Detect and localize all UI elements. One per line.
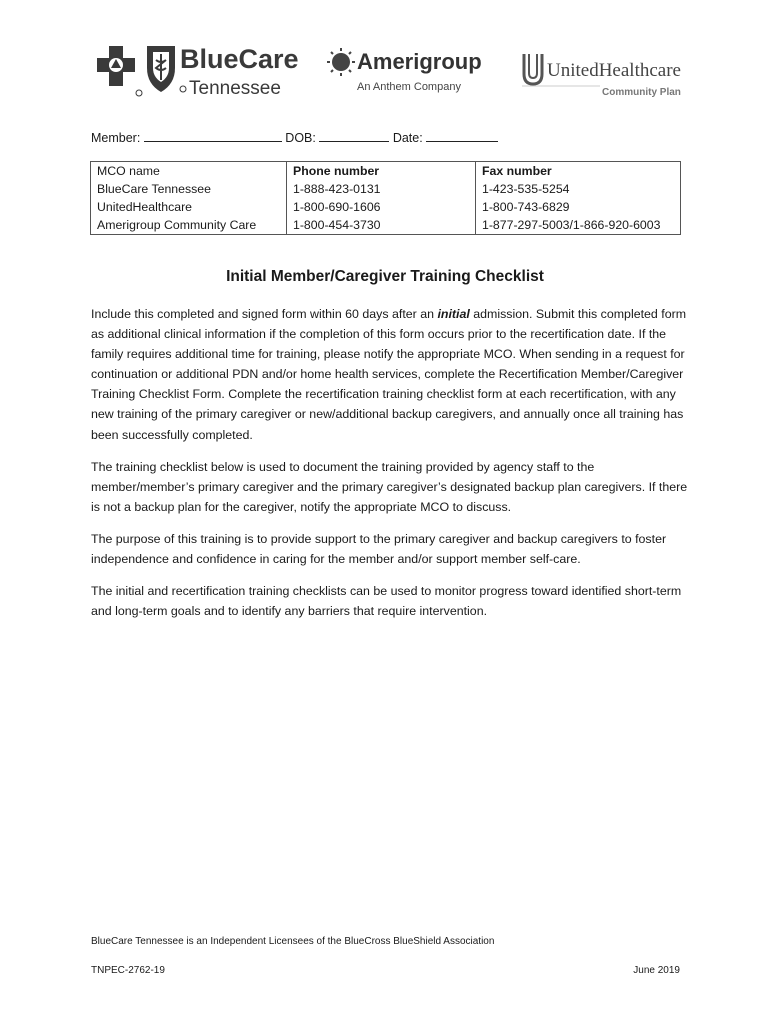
form-date: June 2019: [633, 965, 680, 976]
bluecare-sub: Tennessee: [189, 78, 281, 98]
amerigroup-name: Amerigroup: [357, 49, 482, 74]
fax-cell: 1-877-297-5003/1-866-920-6003: [476, 216, 681, 235]
bluecare-tennessee-logo: [95, 40, 315, 98]
uhc-name: UnitedHealthcare: [547, 60, 681, 81]
dob-label: DOB:: [285, 131, 316, 145]
header-phone: Phone number: [287, 162, 476, 181]
table-row: [91, 198, 681, 216]
instructions-body: [91, 304, 691, 633]
phone-cell: 1-800-454-3730: [287, 216, 476, 235]
date-field[interactable]: [426, 129, 498, 142]
unitedhealthcare-logo: [520, 46, 690, 98]
uhc-sub: Community Plan: [602, 87, 681, 98]
phone-cell: 1-888-423-0131: [287, 180, 476, 198]
paragraph-3: The purpose of this training is to provide support to the primary caregiver and backup caregivers to foster independence and confidence in caring for the member and/or support member self-care.: [91, 531, 667, 567]
table-row: [91, 180, 681, 198]
paragraph-4: The initial and recertification training checklists can be used to monitor progress toward identified short-term and long-term goals and to identify any barriers that require intervention.: [91, 584, 682, 619]
fax-cell: 1-800-743-6829: [476, 198, 681, 216]
member-field[interactable]: [144, 129, 282, 142]
table-header-row: [91, 162, 681, 181]
mco-name-cell: BlueCare Tennessee: [91, 180, 287, 198]
mco-name-cell: Amerigroup Community Care: [91, 216, 287, 235]
member-label: Member:: [91, 131, 141, 145]
date-label: Date:: [392, 131, 423, 145]
header-mco-name: MCO name: [91, 162, 287, 181]
paragraph-2: The training checklist below is used to document the training provided by agency staff to the member/member’s primary caregiver and the primary caregiver’s designated backup plan caregivers. If there is not a backup plan for the caregiver, notify the appropriate MCO to discuss.: [91, 459, 688, 514]
amerigroup-sub: An Anthem Company: [357, 81, 461, 93]
paragraph-1: Include this completed and signed form within 60 days after an initial admission. Submit this completed form as additional clinical information if the completion of this form occurs prior to the recertification date. If the family requires additional time for training, please notify the appropriate MCO. When sending in a request for continuation or additional PDN and/or home health services, complete the Recertification Member/Caregiver Training Checklist Form. Complete the recertification training checklist form at each recertification, with any new training of the primary caregiver or new/additional backup caregivers, and annually once all training has been successfully completed.: [91, 307, 687, 442]
table-row: [91, 216, 681, 235]
form-code: TNPEC-2762-19: [91, 965, 165, 976]
mco-contact-table: [90, 161, 681, 235]
footer-note: BlueCare Tennessee is an Independent Licensees of the BlueCross BlueShield Association: [91, 936, 495, 947]
initial-emphasis: initial: [437, 307, 470, 321]
header-fax: Fax number: [476, 162, 681, 181]
member-info-line: [91, 129, 498, 145]
page-title: Initial Member/Caregiver Training Checklist: [226, 268, 544, 285]
fax-cell: 1-423-535-5254: [476, 180, 681, 198]
amerigroup-logo: [327, 44, 497, 96]
phone-cell: 1-800-690-1606: [287, 198, 476, 216]
mco-name-cell: UnitedHealthcare: [91, 198, 287, 216]
logo-bar: [95, 40, 695, 100]
dob-field[interactable]: [319, 129, 389, 142]
bluecare-name: BlueCare: [180, 44, 299, 74]
